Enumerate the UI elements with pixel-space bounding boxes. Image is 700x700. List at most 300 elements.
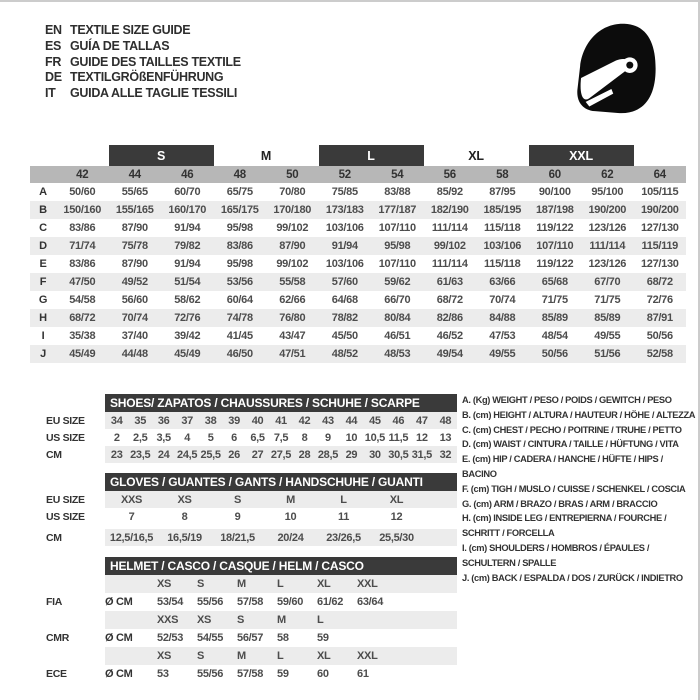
filler-cell — [423, 508, 457, 527]
size-row — [43, 491, 457, 508]
size-cell: 37 — [175, 412, 198, 429]
size-row — [43, 429, 457, 446]
language-title: TEXTILE SIZE GUIDE — [70, 23, 191, 37]
size-cell: 173/183 — [319, 201, 372, 219]
size-cell: 51/54 — [161, 273, 214, 291]
unit-label: Ø CM — [105, 632, 133, 644]
size-cell: 52/58 — [634, 345, 687, 363]
column-header: 56 — [424, 166, 477, 183]
size-cell: 115/118 — [484, 258, 521, 270]
size-cell: 74/78 — [214, 309, 267, 327]
size-cell: 185/195 — [476, 201, 529, 219]
filler-cell — [395, 647, 457, 665]
size-cell: 105/115 — [641, 186, 679, 198]
unit-label — [105, 611, 155, 629]
size-cell: 66/70 — [384, 294, 411, 306]
row-label: US SIZE — [43, 429, 105, 446]
size-cell: 57/58 — [237, 596, 264, 608]
size-cell: 2,5 — [133, 431, 148, 444]
column-header: 64 — [634, 166, 687, 183]
language-row — [45, 70, 241, 86]
row-letter: J — [30, 345, 56, 363]
size-cell: 82/86 — [424, 309, 477, 327]
size-cell: XL — [370, 491, 423, 508]
size-cell: 127/130 — [640, 222, 679, 234]
size-cell: 111/114 — [431, 222, 468, 234]
size-cell: 30 — [363, 446, 386, 463]
unit-label — [105, 575, 155, 593]
size-cell: 55/56 — [197, 596, 224, 608]
size-cell: M — [235, 575, 275, 593]
helmet-table — [43, 557, 457, 683]
gloves-title: GLOVES / GUANTES / GANTS / HANDSCHUHE / GUANTI — [105, 473, 457, 491]
size-cell: 64/68 — [331, 294, 358, 306]
size-cell: 107/110 — [529, 237, 582, 255]
helmet-header-row — [43, 557, 457, 575]
size-cell: 48 — [434, 412, 458, 429]
size-cell: 182/190 — [424, 201, 477, 219]
size-cell: XL — [315, 647, 355, 665]
size-cell: 78/82 — [319, 309, 372, 327]
size-cell: 76/80 — [266, 309, 319, 327]
row-label: CM — [43, 527, 105, 546]
size-cell: 190/200 — [581, 201, 634, 219]
size-cell: 71/75 — [541, 294, 568, 306]
size-cell: 7 — [128, 510, 135, 523]
shoes-table-body — [43, 412, 457, 463]
size-cell: 49/52 — [109, 273, 162, 291]
size-cell: 44 — [340, 412, 363, 429]
legend-item: F. (cm) TIGH / MUSLO / CUISSE / SCHENKEL / COSCIA — [462, 483, 686, 494]
unit-label: Ø CM — [105, 668, 133, 680]
size-cell: 65/75 — [226, 186, 253, 198]
size-cell: 45/49 — [56, 345, 109, 363]
legend-item: D. (cm) WAIST / CINTURA / TAILLE / HÜFTUNG / VITA — [462, 439, 679, 450]
measurement-legend — [462, 393, 697, 585]
size-cell: 55/58 — [266, 273, 319, 291]
size-cell: 53/56 — [214, 273, 267, 291]
measurement-row — [30, 291, 686, 309]
size-cell: 50/56 — [529, 345, 582, 363]
size-cell: XXS — [155, 611, 195, 629]
size-cell: 42 — [293, 412, 316, 429]
language-code: IT — [45, 86, 56, 101]
row-letter: D — [30, 237, 56, 255]
column-header: 62 — [581, 166, 634, 183]
size-cell: 87/90 — [121, 222, 148, 234]
size-cell: 190/200 — [634, 201, 687, 219]
size-cell: 115/118 — [484, 222, 521, 234]
gloves-header-row — [43, 473, 457, 491]
size-cell: 20/24 — [264, 527, 317, 546]
size-cell: XS — [155, 575, 195, 593]
size-cell: 28 — [293, 446, 316, 463]
size-cell: 48/52 — [319, 345, 372, 363]
size-cell: 18/21,5 — [211, 527, 264, 546]
size-band: XL — [468, 148, 484, 163]
row-label: EU SIZE — [43, 412, 105, 429]
filler-cell — [423, 527, 457, 546]
filler-cell — [423, 491, 457, 508]
size-cell: 87/90 — [121, 258, 148, 270]
size-row — [43, 412, 457, 429]
row-label: CM — [43, 446, 105, 463]
language-title: GUIDA ALLE TAGLIE TESSILI — [70, 86, 238, 101]
size-cell: 95/98 — [371, 237, 424, 255]
legend-item: J. (cm) BACK / ESPALDA / DOS / ZURÜCK / INDIETRO — [462, 572, 683, 583]
size-cell: 53/54 — [157, 596, 184, 608]
filler-cell — [395, 611, 457, 629]
size-cell: 43 — [316, 412, 339, 429]
size-cell: 165/175 — [214, 201, 267, 219]
row-letter: G — [38, 294, 48, 306]
size-cell: 48/53 — [371, 345, 424, 363]
size-cell: 4 — [184, 431, 191, 444]
row-label — [43, 611, 105, 629]
size-cell: 27,5 — [269, 446, 292, 463]
size-cell: 49/54 — [424, 345, 477, 363]
size-cell — [355, 611, 395, 629]
size-cell: 70/74 — [109, 309, 162, 327]
size-cell: 85/89 — [529, 309, 582, 327]
size-cell: 91/94 — [174, 258, 201, 270]
size-cell: XS — [195, 611, 235, 629]
size-cell: 57/60 — [319, 273, 372, 291]
language-title: GUIDE DES TAILLES TEXTILE — [70, 54, 241, 69]
size-cell: 50/60 — [69, 186, 96, 198]
row-label — [43, 575, 105, 593]
gloves-table — [43, 473, 457, 546]
size-cell: 54/58 — [69, 294, 96, 306]
size-cell: XXL — [355, 575, 395, 593]
size-cell: 12 — [416, 431, 428, 444]
language-code: ES — [45, 38, 62, 53]
measurement-row — [30, 183, 686, 201]
measurement-row — [30, 219, 686, 237]
size-cell: S — [235, 611, 275, 629]
size-cell: 46/52 — [436, 330, 463, 342]
language-row — [45, 86, 241, 102]
size-cell: XL — [315, 575, 355, 593]
size-row — [43, 446, 457, 463]
size-cell: 12,5/16,5 — [105, 527, 158, 546]
language-code: DE — [45, 70, 62, 85]
size-cell: 187/198 — [529, 201, 582, 219]
helmet-row — [43, 629, 457, 647]
size-band: L — [319, 145, 424, 166]
size-cell: 46/51 — [384, 330, 411, 342]
size-cell: 43/47 — [279, 330, 306, 342]
unit-label: Ø CM — [105, 596, 133, 608]
size-cell: M — [264, 491, 317, 508]
legend-item: B. (cm) HEIGHT / ALTURA / HAUTEUR / HÖHE / ALTEZZA — [462, 409, 696, 420]
size-cell: 6,5 — [250, 431, 265, 444]
size-cell: 84/88 — [476, 309, 529, 327]
size-cell: 103/106 — [325, 222, 364, 234]
size-cell: 16,5/19 — [158, 527, 211, 546]
size-cell: 72/76 — [161, 309, 214, 327]
size-cell: 70/74 — [489, 294, 516, 306]
size-cell: 83/86 — [69, 258, 96, 270]
column-header: 42 — [56, 166, 109, 183]
size-band: S — [109, 145, 214, 166]
measurement-row — [30, 237, 686, 255]
size-cell: 45/49 — [161, 345, 214, 363]
size-cell: 58/62 — [174, 294, 201, 306]
size-cell: 29 — [340, 446, 363, 463]
measurement-row — [30, 201, 686, 219]
helmet-row — [43, 593, 457, 611]
size-cell: 90/100 — [538, 186, 571, 198]
size-cell: 10 — [345, 431, 358, 444]
textile-size-table — [30, 145, 686, 363]
measurement-row — [30, 255, 686, 273]
legend-item: G. (cm) ARM / BRAZO / BRAS / ARM / BRACCIO — [462, 498, 658, 509]
size-cell: XS — [155, 647, 195, 665]
size-row — [43, 508, 457, 527]
shoes-table — [43, 394, 457, 463]
band-spacer — [56, 145, 109, 166]
size-cell: 91/94 — [319, 237, 372, 255]
size-cell: 32 — [434, 446, 458, 463]
size-cell: 27 — [246, 446, 269, 463]
size-cell: 10 — [284, 510, 297, 523]
size-cell: 170/180 — [266, 201, 319, 219]
legend-item: C. (cm) CHEST / PECHO / POITRINE / TRUHE / PETTO — [462, 424, 682, 435]
filler-cell — [395, 593, 457, 611]
main-table-head — [30, 145, 686, 183]
size-cell: 25,5 — [199, 446, 222, 463]
size-cell: 99/102 — [424, 237, 477, 255]
size-cell: 60 — [317, 668, 329, 680]
size-cell: 80/84 — [371, 309, 424, 327]
size-cell: 53 — [157, 668, 169, 680]
size-cell: 41 — [269, 412, 292, 429]
size-cell: 103/106 — [476, 237, 529, 255]
language-row — [45, 55, 241, 71]
size-cell: 47 — [410, 412, 433, 429]
language-row — [45, 39, 241, 55]
size-cell: 48/54 — [541, 330, 568, 342]
size-band-row — [30, 145, 686, 166]
size-cell: 83/86 — [214, 237, 267, 255]
size-cell: 83/86 — [69, 222, 96, 234]
size-cell: 115/119 — [634, 237, 687, 255]
size-cell: L — [315, 611, 355, 629]
size-cell: 47/53 — [489, 330, 516, 342]
size-cell: 57/58 — [237, 668, 264, 680]
size-cell: 123/126 — [588, 222, 627, 234]
size-cell: 177/187 — [371, 201, 424, 219]
column-header: 46 — [161, 166, 214, 183]
helmet-table-body — [43, 575, 457, 683]
size-cell: 55/65 — [121, 186, 148, 198]
size-cell: 63/64 — [357, 596, 384, 608]
size-cell: 127/130 — [640, 258, 679, 270]
language-title: TEXTILGRÖßENFÜHRUNG — [70, 70, 224, 85]
helmet-icon — [570, 21, 662, 124]
size-cell: 59/60 — [277, 596, 304, 608]
size-cell: 39 — [222, 412, 245, 429]
size-cell: 60/64 — [226, 294, 253, 306]
legend-item: I. (cm) SHOULDERS / HOMBROS / ÉPAULES / SCHULTERN / SPALLE — [462, 542, 650, 568]
size-cell: XXL — [355, 647, 395, 665]
size-cell: 63/66 — [476, 273, 529, 291]
column-header: 58 — [476, 166, 529, 183]
size-cell: 6 — [231, 431, 237, 444]
main-table-body — [30, 183, 686, 363]
size-cell — [355, 629, 395, 647]
size-cell: S — [211, 491, 264, 508]
size-cell: 23,5 — [128, 446, 151, 463]
language-code: FR — [45, 54, 62, 69]
row-letter: C — [39, 222, 47, 234]
size-cell: 34 — [105, 412, 128, 429]
size-cell: 52/53 — [157, 632, 184, 644]
size-cell: XS — [158, 491, 211, 508]
size-cell: 72/76 — [646, 294, 673, 306]
row-label: US SIZE — [43, 508, 105, 527]
helmet-row — [43, 665, 457, 683]
measurement-row — [30, 309, 686, 327]
size-cell: 26 — [222, 446, 245, 463]
measurement-row — [30, 345, 686, 363]
row-label: ECE — [43, 665, 105, 683]
size-cell: L — [275, 647, 315, 665]
row-letter: B — [30, 201, 56, 219]
size-cell: 35/38 — [69, 330, 96, 342]
size-cell: M — [235, 647, 275, 665]
size-cell: 68/72 — [56, 309, 109, 327]
size-cell: 3,5 — [156, 431, 171, 444]
size-cell: 58 — [277, 632, 289, 644]
size-cell: 103/106 — [325, 258, 364, 270]
header-spacer — [43, 394, 105, 412]
size-cell: 8 — [181, 510, 188, 523]
size-cell: 7,5 — [273, 431, 289, 444]
size-cell: 24 — [152, 446, 175, 463]
size-cell: 67/70 — [581, 273, 634, 291]
size-cell: 23/26,5 — [317, 527, 370, 546]
shoes-header-row — [43, 394, 457, 412]
size-cell: 91/94 — [174, 222, 201, 234]
size-cell: 95/98 — [226, 222, 253, 234]
size-cell: 55/56 — [197, 668, 224, 680]
measurement-row — [30, 327, 686, 345]
size-cell: 51/56 — [581, 345, 634, 363]
measurement-row — [30, 273, 686, 291]
size-cell: 5 — [207, 431, 214, 444]
row-label: FIA — [43, 593, 105, 611]
language-title-list — [45, 23, 241, 102]
size-cell: 59 — [317, 632, 329, 644]
size-cell: 107/110 — [378, 222, 416, 234]
size-cell: 99/102 — [276, 222, 309, 234]
size-cell: 85/89 — [581, 309, 634, 327]
size-band: M — [260, 148, 272, 163]
size-cell: 11 — [337, 510, 350, 523]
size-cell: 40 — [246, 412, 269, 429]
size-cell: L — [317, 491, 370, 508]
size-cell: 41/45 — [226, 330, 253, 342]
band-spacer — [634, 145, 687, 166]
size-cell: 9 — [325, 431, 331, 444]
size-cell: 45/50 — [331, 330, 358, 342]
size-cell: XXS — [105, 491, 158, 508]
row-letter: E — [39, 258, 47, 270]
size-cell: 47/50 — [56, 273, 109, 291]
size-cell: 25,5/30 — [370, 527, 423, 546]
size-cell: 79/82 — [161, 237, 214, 255]
size-cell: 56/60 — [121, 294, 148, 306]
language-code: EN — [45, 23, 62, 37]
size-cell: 65/68 — [529, 273, 582, 291]
size-cell: 71/75 — [594, 294, 621, 306]
size-cell: 46/50 — [214, 345, 267, 363]
size-cell: 123/126 — [588, 258, 627, 270]
size-cell: 49/55 — [594, 330, 621, 342]
size-cell: 111/114 — [431, 258, 468, 270]
size-cell: 71/74 — [56, 237, 109, 255]
row-label — [43, 647, 105, 665]
size-cell: 107/110 — [378, 258, 416, 270]
size-cell: 30,5 — [387, 446, 410, 463]
size-cell: 95/100 — [591, 186, 624, 198]
size-cell: 68/72 — [634, 273, 687, 291]
size-cell: 61/62 — [317, 596, 344, 608]
gloves-table-body — [43, 491, 457, 546]
size-cell: 28,5 — [316, 446, 339, 463]
size-cell: 59/62 — [371, 273, 424, 291]
size-cell: 150/160 — [56, 201, 109, 219]
size-cell: L — [275, 575, 315, 593]
header-spacer — [43, 557, 105, 575]
size-band: XXL — [529, 145, 634, 166]
row-letter: I — [41, 330, 45, 342]
size-cell: 36 — [152, 412, 175, 429]
size-cell: 35 — [128, 412, 151, 429]
language-row — [45, 23, 241, 39]
shoes-title: SHOES/ ZAPATOS / CHAUSSURES / SCHUHE / SCARPE — [105, 394, 457, 412]
size-cell: 24,5 — [175, 446, 198, 463]
filler-cell — [395, 575, 457, 593]
legend-item: H. (cm) INSIDE LEG / ENTREPIERNA / FOURCHE / SCHRITT / FORCELLA — [462, 513, 667, 539]
size-cell: 37/40 — [121, 330, 148, 342]
size-cell: 61/63 — [424, 273, 477, 291]
column-header: 44 — [109, 166, 162, 183]
size-cell: 85/92 — [436, 186, 463, 198]
helmet-row — [43, 611, 457, 629]
size-cell: 62/66 — [279, 294, 306, 306]
size-cell: 12 — [390, 510, 403, 523]
size-cell: 44/48 — [109, 345, 162, 363]
size-cell: 95/98 — [226, 258, 253, 270]
column-header: 50 — [266, 166, 319, 183]
size-cell: 10,5 — [364, 431, 385, 444]
size-cell: 31,5 — [410, 446, 433, 463]
size-cell: 83/88 — [384, 186, 411, 198]
helmet-row — [43, 647, 457, 665]
column-header: 52 — [319, 166, 372, 183]
helmet-title: HELMET / CASCO / CASQUE / HELM / CASCO — [105, 557, 457, 575]
row-letter: H — [30, 309, 56, 327]
filler-cell — [395, 665, 457, 683]
row-label: CMR — [43, 629, 105, 647]
size-cell: 61 — [357, 668, 369, 680]
size-cell: 68/72 — [436, 294, 463, 306]
language-title: GUÍA DE TALLAS — [70, 38, 170, 53]
size-cell: 54/55 — [197, 632, 224, 644]
